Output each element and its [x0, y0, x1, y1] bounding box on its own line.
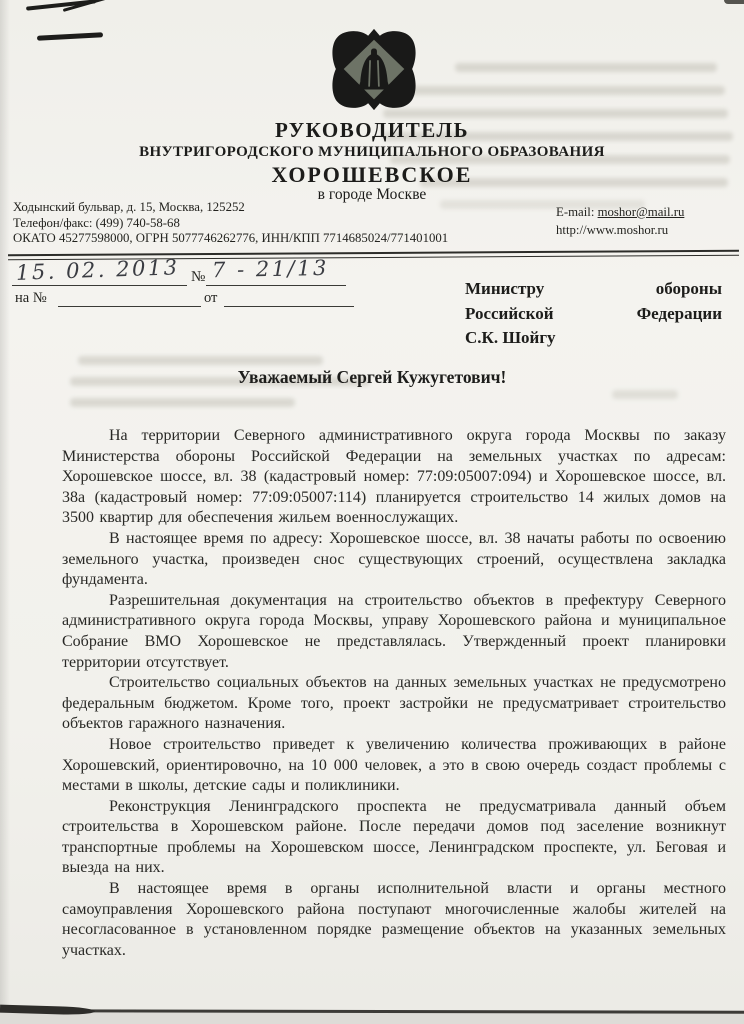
web-contact-block [556, 203, 684, 239]
reply-number-underline [58, 306, 201, 307]
body-paragraph: Строительство социальных объектов на данных земельных участках не предусмотрено федеральным бюджетом. Кроме того, проект застройки не предусматривает строительство объектов гаражного назначения. [62, 674, 726, 733]
org-location: в городе Москве [317, 186, 427, 203]
body-paragraph: В настоящее время по адресу: Хорошевское шоссе, вл. 38 начаты работы по освоению земельного участка, произведен снос существующих строений, осуществлена закладка фундамента. [62, 529, 726, 589]
org-head-title: РУКОВОДИТЕЛЬ [274, 118, 470, 142]
number-sign: № [191, 269, 206, 285]
body-paragraph: Разрешительная документация на строительство объектов в префектуру Северного административного округа города Москвы, управу Хорошевского района и муниципальное Собрание ВМО Хорошевское не представлялась. Утвержденный проект планировки территории отсутствует. [62, 591, 726, 671]
date-underline [12, 285, 187, 286]
reply-to-number-label: на № [15, 290, 47, 306]
addressee-word: Российской [465, 303, 554, 323]
salutation: Уважаемый Сергей Кужугетович! [237, 367, 507, 387]
reply-from-label: от [204, 290, 218, 306]
bleed-through-line [383, 109, 728, 118]
pen-mark [37, 32, 103, 40]
email-address: moshor@mail.ru [597, 205, 685, 219]
handwritten-date: 15. 02. 2013 [15, 255, 180, 285]
postal-address: Ходынский бульвар, д. 15, Москва, 125252 [13, 200, 245, 214]
addressee-block [465, 277, 722, 351]
contact-block [13, 200, 448, 247]
letter-body [62, 426, 726, 961]
scan-bottom-strip [0, 1013, 744, 1024]
number-underline [206, 285, 346, 286]
body-paragraph: На территории Северного административного округа города Москвы по заказу Министерства обороны Российской Федерации на земельных участках по адресам: Хорошевское шоссе, вл. 38 (кадастровый номер: 77:09:05007:094) и Хорошевское шоссе, вл. 38а (кадастровый номер: 77:09:05007:114) планируется строительство 14 жилых домов на 3500 квартир для обеспечения жильем военнослужащих. [62, 427, 726, 527]
addressee-line-2 [465, 302, 722, 327]
body-paragraph: Реконструкция Ленинградского проспекта не предусматривала данный объем строительства в Хорошевском районе. После передачи домов под заселение возникнут транспортные проблемы на Хорошевском шоссе, Ленинградском проспекте, ул. Беговая и выезда на них. [62, 797, 726, 877]
addressee-word: обороны [655, 279, 722, 298]
email-line [556, 203, 684, 221]
body-paragraph: В настоящее время в органы исполнительной власти и органы местного самоуправления Хорошевского района поступают многочисленные жалобы жителей на несогласованное в установленном порядке размещение объектов на указанных земельных участках. [62, 880, 726, 959]
bleed-through-line [70, 398, 295, 407]
coat-of-arms-icon [330, 26, 418, 114]
scan-edge-mark [724, 0, 744, 4]
org-name: ХОРОШЕВСКОЕ [271, 162, 473, 187]
registration-codes: ОКАТО 45277598000, ОГРН 5077746262776, ИНН/КПП 7714685024/771401001 [13, 231, 449, 246]
email-label: E-mail: [556, 205, 598, 219]
handwritten-outgoing-number: 7 - 21/13 [211, 255, 330, 283]
website-url: http://www.moshor.ru [556, 223, 669, 237]
bleed-through-line [395, 86, 725, 95]
addressee-name: С.К. Шойгу [465, 328, 556, 347]
phone-fax: Телефон/факс: (499) 740-58-68 [13, 215, 180, 230]
org-subtitle: ВНУТРИГОРОДСКОГО МУНИЦИПАЛЬНОГО ОБРАЗОВАНИЯ [139, 144, 605, 160]
bleed-through-line [78, 356, 323, 365]
addressee-word: Федерации [636, 303, 722, 323]
reply-date-underline [224, 306, 354, 307]
addressee-line-1 [465, 277, 722, 302]
bleed-through-line [612, 390, 678, 399]
addressee-word: Министру [465, 279, 545, 298]
bleed-through-line [455, 63, 717, 72]
body-paragraph: Новое строительство приведет к увеличению количества проживающих в районе Хорошевский, ориентировочно, на 10 000 человек, а это в свою очередь создаст проблемы с местами в школы, детские сады и поликлиники. [62, 735, 726, 795]
